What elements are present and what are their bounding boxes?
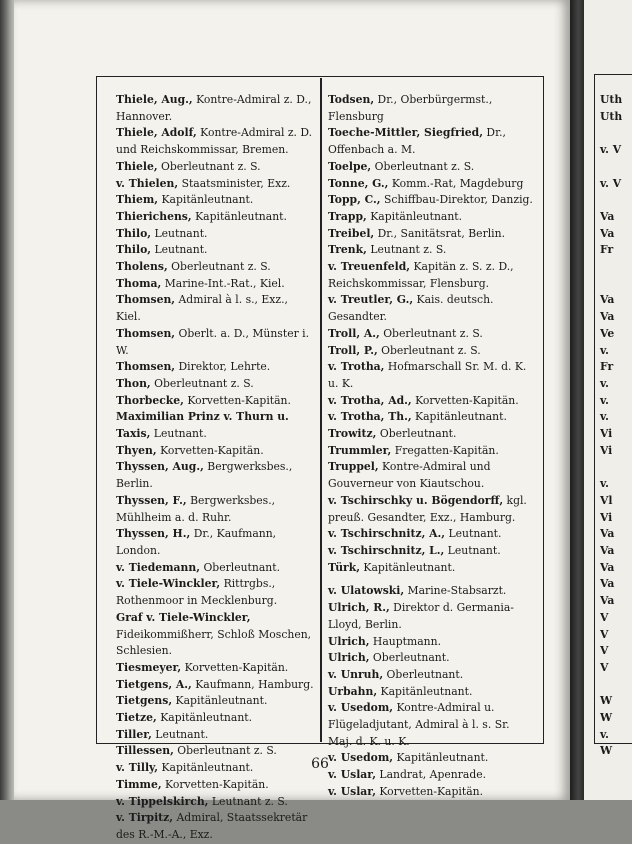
entry-details: Korvetten-Kapitän. (183, 393, 291, 407)
next-page-fragment (600, 192, 632, 209)
directory-entry (328, 684, 534, 701)
next-page-fragment: W (600, 694, 613, 708)
directory-entry (328, 242, 534, 259)
entry-details: Leutnant. (444, 543, 501, 557)
next-page-fragment: Va (600, 543, 615, 557)
entry-details: Marine-Stabsarzt. (404, 584, 507, 598)
entry-name: v. Usedom, (328, 701, 394, 715)
entry-details: Landrat, Apenrade. (375, 768, 487, 782)
entry-details: Kontre-Admiral und Gouverneur von Kiautschou. (328, 460, 491, 491)
entry-details: Oberleutnant z. S. (167, 260, 271, 274)
directory-entry (116, 760, 314, 777)
entry-details: Kontre-Admiral u. Flügeladjutant, Admiral à l. s. Sr. Maj. d. K. u. K. (328, 701, 510, 748)
entry-name: v. Treutler, G., (328, 293, 414, 307)
directory-entry (116, 242, 314, 259)
directory-entry (116, 660, 314, 677)
entry-name: Ulrich, (328, 634, 370, 648)
entry-name: Thilo, (116, 243, 152, 257)
directory-entry (328, 159, 534, 176)
entry-details: Oberleutnant z. S. (371, 159, 475, 173)
page-number: 66 (311, 756, 329, 772)
entry-name: Troll, P., (328, 343, 378, 357)
entry-name: Ulrich, R., (328, 601, 390, 615)
entry-name: v. Unruh, (328, 667, 384, 681)
next-page-fragment (600, 259, 632, 276)
right-column (328, 92, 534, 801)
left-column (116, 92, 314, 844)
entry-name: Trowitz, (328, 427, 377, 441)
entry-details: Oberleutnant. (383, 667, 464, 681)
directory-entry (116, 727, 314, 744)
next-page-fragment (600, 276, 632, 293)
entry-details: Leutnant. (445, 527, 502, 541)
entry-name: v. Trotha, (328, 360, 385, 374)
directory-entry (116, 409, 314, 442)
next-page-fragment: v. (600, 393, 609, 407)
entry-details: Korvetten-Kapitän. (156, 443, 264, 457)
entry-name: Troll, A., (328, 326, 380, 340)
next-page-fragment: Ve (600, 326, 615, 340)
next-page-fragment: Uth (600, 109, 623, 123)
entry-details: Kapitänleutnant. (411, 410, 507, 424)
entry-details: Kapitänleutnant. (191, 209, 287, 223)
directory-entry (116, 710, 314, 727)
entry-name: v. Tiele-Winckler, (116, 577, 221, 591)
entry-name: Graf v. Tiele-Winckler, (116, 610, 251, 624)
entry-details: Kapitänleutnant. (158, 761, 254, 775)
entry-details: Hofmarschall Sr. M. d. K. u. K. (328, 360, 527, 390)
directory-entry (116, 176, 314, 193)
directory-entry (116, 794, 314, 811)
directory-entry (328, 526, 534, 543)
entry-name: Toeche-Mittler, Siegfried, (328, 126, 483, 140)
entry-details: Dr., Offenbach a. M. (328, 126, 506, 157)
next-page-fragment: v. V (600, 176, 622, 190)
directory-entry (116, 677, 314, 694)
entry-details: Korvetten-Kapitän. (181, 660, 289, 674)
entry-name: Tietgens, A., (116, 677, 192, 691)
directory-entry (328, 583, 534, 600)
entry-details: Kapitänleutnant. (359, 560, 456, 574)
directory-entry (116, 743, 314, 760)
entry-details: Direktor d. Germania-Lloyd, Berlin. (328, 601, 514, 631)
next-page-fragment: Vl (600, 493, 613, 507)
next-page-fragment: Va (600, 293, 615, 307)
directory-entry (328, 209, 534, 226)
entry-name: v. Tirpitz, (116, 811, 174, 825)
directory-entry (328, 600, 534, 633)
directory-entry (116, 810, 314, 843)
directory-entry (116, 259, 314, 276)
directory-entry (328, 443, 534, 460)
directory-entry (328, 259, 534, 292)
entry-name: Timme, (116, 777, 162, 791)
entry-name: v. Tilly, (116, 761, 159, 775)
entry-name: Maximilian Prinz v. Thurn u. Taxis, (116, 410, 289, 441)
entry-name: Trummler, (328, 443, 392, 457)
entry-details: Bergwerksbes., Berlin. (116, 460, 293, 491)
entry-name: v. Uslar, (328, 784, 376, 798)
next-page-fragment: Va (600, 560, 615, 574)
entry-details: Oberleutnant z. S. (157, 159, 261, 173)
entry-name: Tillessen, (116, 744, 174, 758)
directory-entry (116, 359, 314, 376)
directory-entry (116, 376, 314, 393)
entry-name: Toelpe, (328, 159, 372, 173)
next-page-fragment: v. (600, 376, 609, 390)
next-page-fragment: v. (600, 410, 609, 424)
entry-details: Korvetten-Kapitän. (375, 784, 484, 798)
entry-details: Leutnant. (151, 243, 208, 257)
entry-details: Leutnant z. S. (366, 243, 447, 257)
entry-details: Hauptmann. (369, 634, 442, 648)
directory-entry (328, 176, 534, 193)
entry-name: Todsen, (328, 93, 375, 106)
entry-name: Thiele, (116, 159, 158, 173)
directory-entry (328, 560, 534, 577)
entry-name: Thomsen, (116, 293, 176, 307)
entry-details: Oberleutnant z. S. (150, 376, 254, 390)
next-page-fragment: Va (600, 577, 615, 591)
next-page-fragment: W (600, 744, 613, 758)
next-page-edge (584, 0, 632, 800)
entry-name: v. Uslar, (328, 768, 376, 782)
next-page-fragment: Vi (600, 427, 613, 441)
entry-details: Staatsminister, Exz. (178, 176, 291, 190)
next-page-fragment: v. (600, 477, 609, 491)
column-divider (320, 78, 322, 742)
directory-entry (328, 767, 534, 784)
entry-name: v. Tiedemann, (116, 560, 201, 574)
next-page-fragment: V (600, 610, 609, 624)
entry-name: v. Treuenfeld, (328, 260, 411, 274)
entry-details: Dr., Kaufmann, London. (116, 527, 277, 557)
entry-details: Fideikommißherr, Schloß Moschen, Schlesien. (116, 627, 312, 658)
entry-details: Direktor, Lehrte. (175, 360, 271, 374)
entry-name: Thomsen, (116, 326, 176, 340)
next-page-fragment: Fr (600, 360, 614, 374)
directory-entry (328, 226, 534, 243)
next-page-fragment: V (600, 644, 609, 658)
entry-details: Admiral à l. s., Exz., Kiel. (116, 293, 288, 324)
directory-entry (116, 192, 314, 209)
entry-name: v. Thielen, (116, 176, 179, 190)
next-page-fragment: v. V (600, 143, 622, 157)
entry-details: Dr., Sanitätsrat, Berlin. (374, 226, 506, 240)
entry-name: v. Ulatowski, (328, 584, 405, 598)
entry-name: Thomsen, (116, 360, 176, 374)
entry-details: Kais. deutsch. Gesandter. (328, 293, 494, 324)
entry-details: Kontre-Admiral z. D., Hannover. (116, 93, 312, 123)
next-page-fragment: Vi (600, 510, 613, 524)
entry-details: Leutnant. (150, 427, 207, 441)
book-gutter (570, 0, 584, 800)
entry-details: Kaufmann, Hamburg. (191, 677, 314, 691)
entry-name: Tonne, G., (328, 176, 389, 190)
entry-details: Leutnant. (151, 727, 209, 741)
directory-entry (116, 610, 314, 660)
entry-details: Oberleutnant z. S. (379, 326, 483, 340)
entry-details: Kapitänleutnant. (158, 193, 254, 207)
entry-details: Admiral, Staatssekretär des R.-M.-A., Exz. (116, 811, 308, 841)
directory-entry (328, 784, 534, 801)
directory-entry (328, 493, 534, 526)
next-page-fragment: Va (600, 226, 615, 240)
directory-entry (328, 192, 534, 209)
next-page-fragment: Va (600, 310, 615, 324)
next-page-fragment: Fr (600, 243, 614, 257)
directory-entry (328, 667, 534, 684)
entry-name: Thorbecke, (116, 393, 184, 407)
entry-name: Truppel, (328, 460, 379, 474)
entry-name: Türk, (328, 560, 360, 574)
next-page-fragment: Uth (600, 93, 623, 106)
entry-details: Komm.-Rat, Magdeburg (388, 176, 524, 190)
entry-name: v. Tschirschnitz, A., (328, 527, 446, 541)
next-page-fragment: W (600, 711, 613, 725)
directory-entry (328, 292, 534, 325)
entry-name: Ulrich, (328, 651, 370, 665)
entry-name: Thon, (116, 376, 151, 390)
next-page-fragment: v. (600, 727, 609, 741)
entry-details: Oberlt. a. D., Münster i. W. (116, 326, 310, 357)
directory-entry (116, 276, 314, 293)
directory-entry (116, 125, 314, 158)
entry-name: Trenk, (328, 243, 367, 257)
entry-details: Oberleutnant. (369, 651, 450, 665)
directory-entry (116, 209, 314, 226)
entry-name: Topp, C., (328, 193, 381, 207)
entry-details: Dr., Oberbürgermst., Flensburg (328, 93, 493, 123)
directory-entry (328, 426, 534, 443)
entry-name: Tholens, (116, 260, 168, 274)
directory-entry (328, 393, 534, 410)
entry-details: Bergwerksbes., Mühlheim a. d. Ruhr. (116, 493, 276, 524)
next-page-fragment (600, 125, 632, 142)
entry-details: kgl. preuß. Gesandter, Exz., Hamburg. (328, 493, 527, 524)
next-page-fragment: Va (600, 527, 615, 541)
entry-name: Urbahn, (328, 684, 378, 698)
next-page-fragment (600, 459, 632, 476)
entry-details: Kapitänleutnant. (172, 694, 268, 708)
next-page-fragment: V (600, 627, 609, 641)
entry-details: Kapitänleutnant. (366, 209, 463, 223)
entry-name: v. Tschirschky u. Bögendorff, (328, 493, 504, 507)
directory-entry (328, 326, 534, 343)
entry-name: Treibel, (328, 226, 375, 240)
entry-details: Kapitänleutnant. (377, 684, 473, 698)
entry-name: Thyssen, H., (116, 527, 191, 541)
entry-name: v. Trotha, Th., (328, 410, 412, 424)
directory-entry (328, 543, 534, 560)
entry-details: Korvetten-Kapitän. (161, 777, 269, 791)
entry-name: Thyssen, F., (116, 493, 187, 507)
entry-name: Thyen, (116, 443, 157, 457)
directory-entry (328, 125, 534, 158)
entry-details: Oberleutnant z. S. (377, 343, 481, 357)
directory-entry (116, 526, 314, 559)
entry-details: Oberleutnant. (376, 427, 457, 441)
directory-entry (116, 576, 314, 609)
entry-name: Thiele, Aug., (116, 93, 193, 106)
directory-entry (116, 292, 314, 325)
entry-name: Thoma, (116, 276, 162, 290)
directory-entry (116, 443, 314, 460)
directory-entry (328, 409, 534, 426)
entry-details: Fregatten-Kapitän. (391, 443, 499, 457)
next-page-fragment: Vi (600, 443, 613, 457)
entry-details: Schiffbau-Direktor, Danzig. (380, 193, 533, 207)
entry-name: Tietze, (116, 711, 157, 725)
directory-entry (328, 459, 534, 492)
book-spine (0, 0, 14, 800)
entry-details: Rittrgbs., Rothenmoor in Mecklenburg. (116, 577, 278, 608)
entry-details: Leutnant z. S. (208, 794, 288, 808)
entry-details: Korvetten-Kapitän. (411, 393, 519, 407)
directory-entry (116, 693, 314, 710)
entry-details: Marine-Int.-Rat., Kiel. (161, 276, 285, 290)
directory-entry (116, 92, 314, 125)
directory-entry (116, 459, 314, 492)
next-page-fragment (600, 677, 632, 694)
entry-name: Thyssen, Aug., (116, 460, 204, 474)
entry-name: Tiller, (116, 727, 152, 741)
next-page-fragment: Va (600, 594, 615, 608)
entry-name: v. Tschirschnitz, L., (328, 543, 445, 557)
directory-entry (116, 226, 314, 243)
entry-name: Thiem, (116, 193, 159, 207)
directory-entry (328, 92, 534, 125)
entry-name: v. Trotha, Ad., (328, 393, 412, 407)
directory-entry (116, 326, 314, 359)
directory-entry (328, 650, 534, 667)
entry-details: Oberleutnant z. S. (173, 744, 277, 758)
next-page-fragment: V (600, 660, 609, 674)
entry-name: Thiele, Adolf, (116, 126, 197, 140)
entry-name: Trapp, (328, 209, 367, 223)
directory-entry (328, 343, 534, 360)
entry-name: v. Usedom, (328, 751, 394, 765)
directory-entry (116, 560, 314, 577)
entry-name: Tietgens, (116, 694, 173, 708)
entry-details: Leutnant. (151, 226, 208, 240)
entry-details: Kapitän z. S. z. D., Reichskommissar, Flensburg. (328, 260, 514, 290)
directory-entry (116, 393, 314, 410)
directory-entry (328, 359, 534, 392)
next-page-fragment: v. (600, 343, 609, 357)
directory-entry (328, 700, 534, 750)
next-page-fragment (600, 159, 632, 176)
entry-name: Tiesmeyer, (116, 660, 182, 674)
next-page-fragments (600, 92, 632, 760)
next-page-fragment: Va (600, 209, 615, 223)
directory-entry (116, 777, 314, 794)
directory-entry (116, 493, 314, 526)
entry-details: Kontre-Admiral z. D. und Reichskommissar, Bremen. (116, 126, 313, 157)
entry-name: v. Tippelskirch, (116, 794, 209, 808)
entry-details: Kapitänleutnant. (156, 711, 253, 725)
entry-name: Thilo, (116, 226, 152, 240)
entry-details: Kapitänleutnant. (393, 751, 489, 765)
directory-entry (116, 159, 314, 176)
entry-details: Oberleutnant. (200, 560, 281, 574)
directory-entry (328, 634, 534, 651)
directory-entry (328, 750, 534, 767)
entry-name: Thierichens, (116, 209, 192, 223)
